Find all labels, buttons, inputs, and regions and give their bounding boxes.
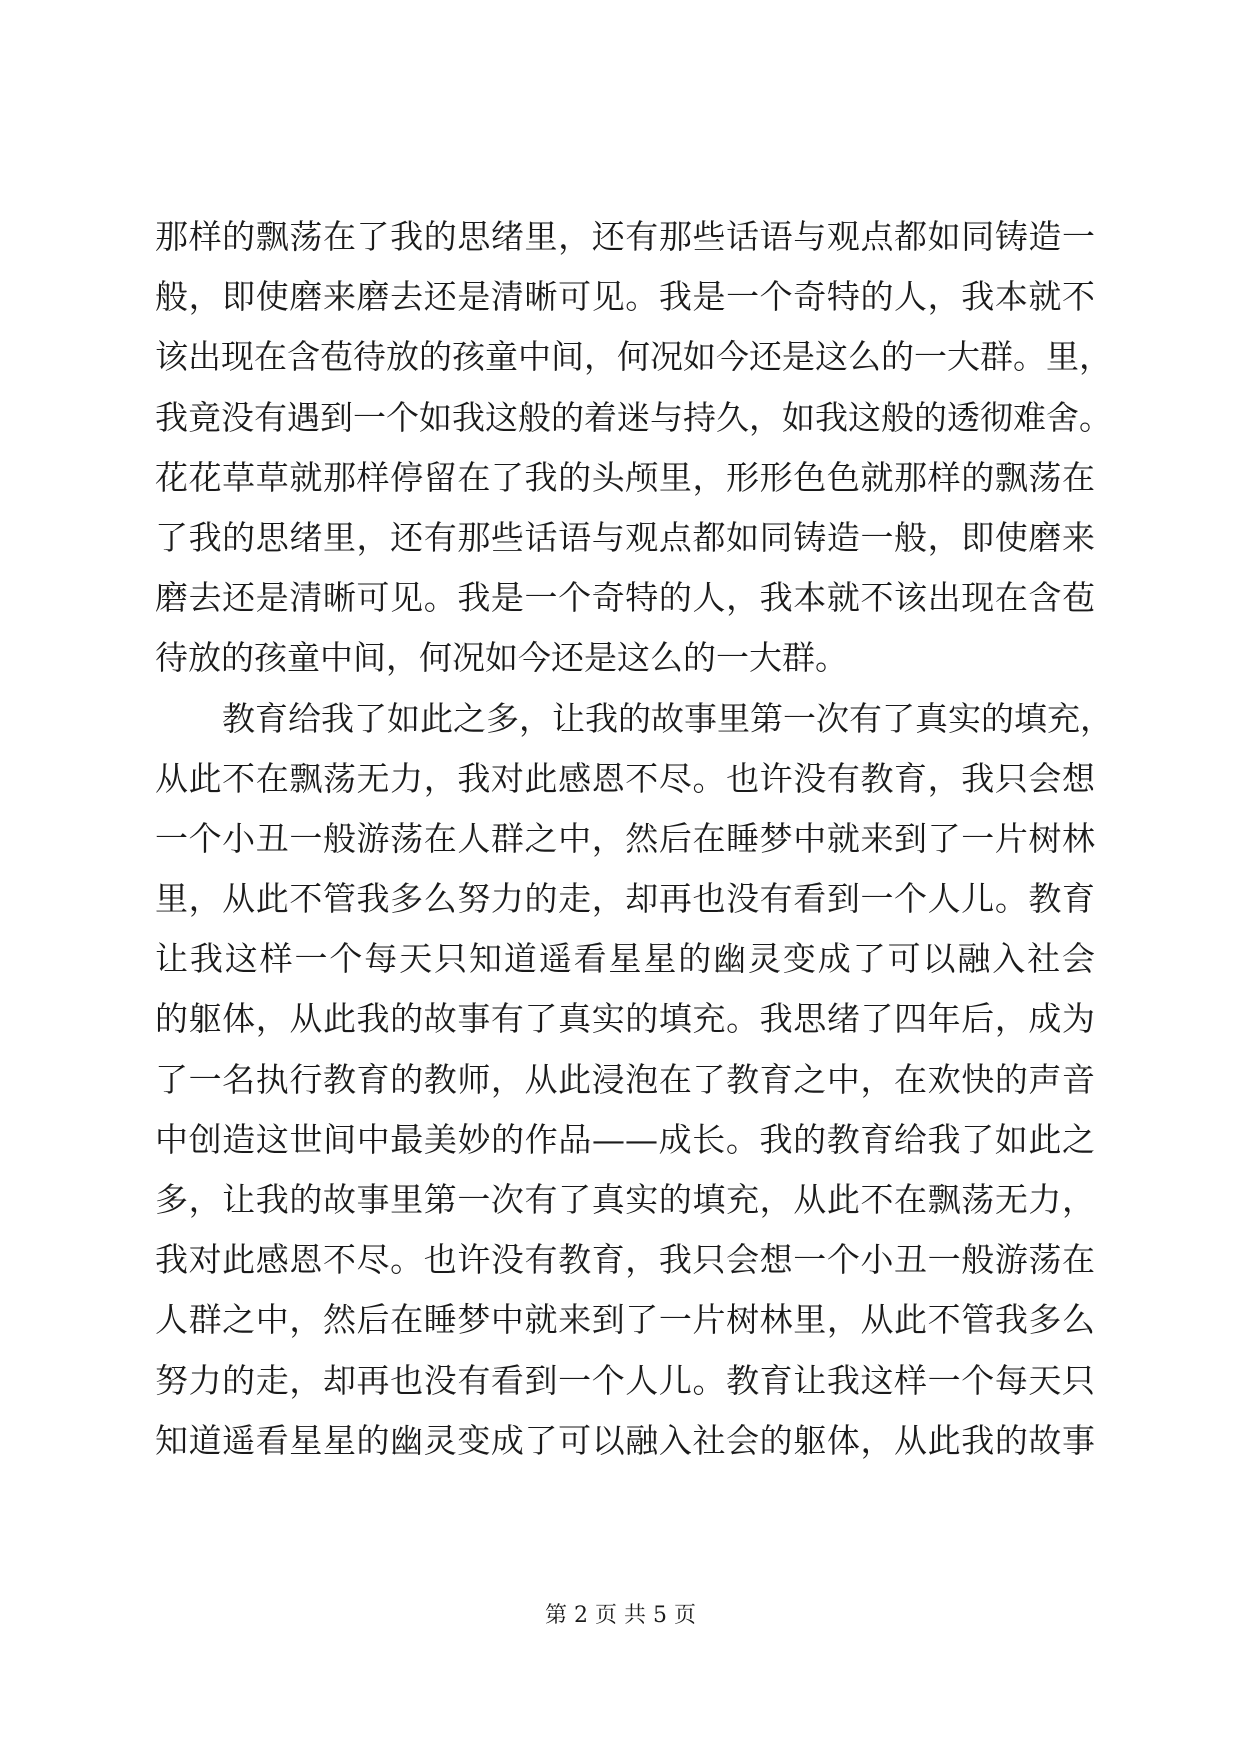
text-line: 人群之中，然后在睡梦中就来到了一片树林里，从此不管我多么: [155, 1300, 1095, 1340]
text-line: 磨去还是清晰可见。我是一个奇特的人，我本就不该出现在含苞: [155, 578, 1095, 618]
body-text: [155, 207, 1113, 1471]
paragraph-first-line: 教育给我了如此之多，让我的故事里第一次有了真实的填充，: [222, 698, 1113, 738]
text-line: 努力的走，却再也没有看到一个人儿。教育让我这样一个每天只: [155, 1360, 1095, 1400]
text-line: 的躯体，从此我的故事有了真实的填充。我思绪了四年后，成为: [155, 999, 1095, 1039]
text-line: 让我这样一个每天只知道遥看星星的幽灵变成了可以融入社会: [155, 939, 1095, 979]
text-line: 那样的飘荡在了我的思绪里，还有那些话语与观点都如同铸造一: [155, 217, 1095, 256]
text-line: 了一名执行教育的教师，从此浸泡在了教育之中，在欢快的声音: [155, 1059, 1095, 1099]
page-number-footer: 第 2 页 共 5 页: [545, 1603, 696, 1628]
text-line: 了我的思绪里，还有那些话语与观点都如同铸造一般，即使磨来: [155, 517, 1095, 557]
text-line: 从此不在飘荡无力，我对此感恩不尽。也许没有教育，我只会想: [155, 758, 1095, 798]
text-line: 我竟没有遇到一个如我这般的着迷与持久，如我这般的透彻难舍。: [155, 397, 1112, 437]
text-line: 中创造这世间中最美妙的作品——成长。我的教育给我了如此之: [155, 1119, 1095, 1159]
text-line: 知道遥看星星的幽灵变成了可以融入社会的躯体，从此我的故事: [155, 1420, 1095, 1460]
text-line: 多，让我的故事里第一次有了真实的填充，从此不在飘荡无力，: [155, 1180, 1095, 1219]
text-line: 般，即使磨来磨去还是清晰可见。我是一个奇特的人，我本就不: [155, 277, 1095, 317]
text-line: 待放的孩童中间，何况如今还是这么的一大群。: [155, 638, 848, 678]
text-line: 该出现在含苞待放的孩童中间，何况如今还是这么的一大群。里，: [155, 337, 1112, 377]
text-line: 花花草草就那样停留在了我的头颅里，形形色色就那样的飘荡在: [155, 457, 1095, 497]
text-line: 里，从此不管我多么努力的走，却再也没有看到一个人儿。教育: [155, 879, 1095, 919]
text-line: 我对此感恩不尽。也许没有教育，我只会想一个小丑一般游荡在: [155, 1240, 1095, 1280]
text-line: 一个小丑一般游荡在人群之中，然后在睡梦中就来到了一片树林: [155, 818, 1095, 858]
